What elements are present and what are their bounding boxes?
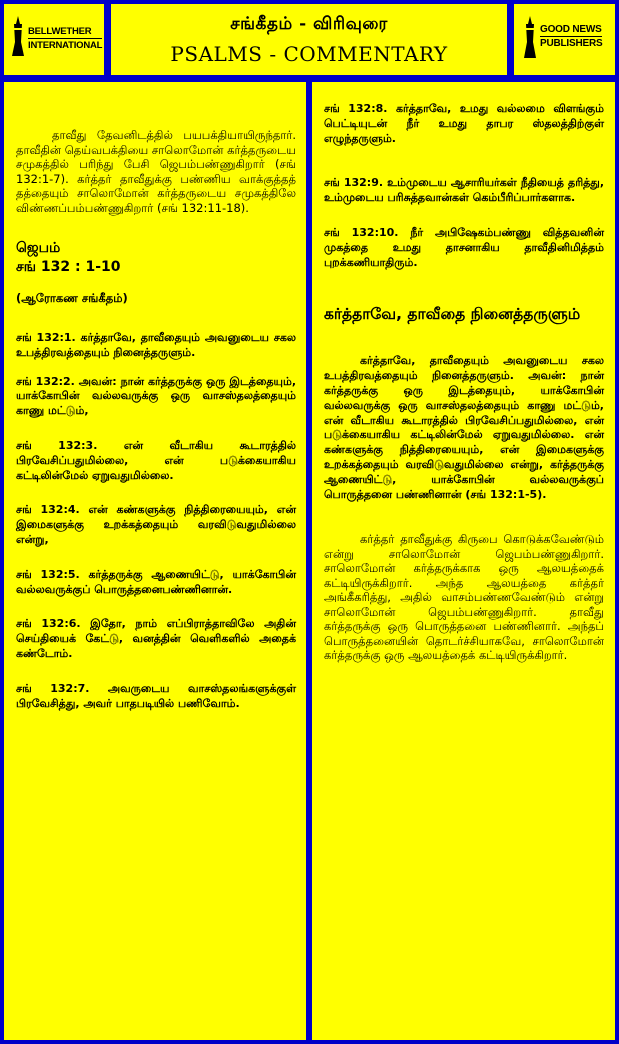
- verse-6: சங் 132:6. இதோ, நாம் எப்பிராத்தாவிலே அதின் செய்தியைக் கேட்டு, வனத்தின் வெளிகளில் அதைக் கண்டோம்.: [16, 617, 296, 660]
- publisher-logo-right: [514, 4, 615, 75]
- logo-line-2: INTERNATIONAL: [28, 40, 103, 51]
- logo-line-2: PUBLISHERS: [540, 38, 603, 49]
- verse-5: சங் 132:5. கர்த்தருக்கு ஆணையிட்டு, யாக்கோபின் வல்லவருக்குப் பொருத்தனைபண்ணினான்.: [16, 567, 296, 596]
- title-english: PSALMS - COMMENTARY: [170, 42, 448, 66]
- verse-7: சங் 132:7. அவருடைய வாசஸ்தலங்களுக்குள் பிரவேசித்து, அவர் பாதபடியில் பணிவோம்.: [16, 681, 296, 710]
- title-tamil: சங்கீதம் - விரிவுரை: [230, 14, 388, 34]
- right-column: [312, 82, 615, 1040]
- logo-line-1: GOOD NEWS: [540, 24, 602, 35]
- bellwether-logo-icon: [10, 14, 26, 58]
- page-header: [111, 4, 507, 75]
- verse-8: சங் 132:8. கர்த்தாவே, உமது வல்லமை விளங்கும் பெட்டியுடன் நீர் உமது தாபர ஸ்தலத்திற்குள் எழுந்தருளும்.: [324, 102, 604, 145]
- publisher-logo-left: [4, 4, 104, 75]
- body-paragraph: கர்த்தர் தாவீதுக்கு கிருபை கொடுக்கவேண்டும் என்று சாலொமோன் ஜெபம்பண்ணுகிறார். சாலொமோன் கர்த்தருக்காக ஒரு ஆலயத்தைக் கட்டியிருக்கிறார். அந்த ஆலயத்தை கர்த்தர் அங்கீகரித்து, அதில் வாசம்பண்ணவேண்டும் என்று சாலொமோன் ஜெபம்பண்ணுகிறார். தாவீது கர்த்தருக்கு ஒரு பொருத்தனை பண்ணினார். அந்தப் பொருத்தனையின் தொடர்ச்சியாகவே, சாலொமோன் கர்த்தருக்கு ஒரு ஆலயத்தைக் கட்டியிருக்கிறார்.: [324, 532, 604, 663]
- verse-4: சங் 132:4. என் கண்களுக்கு நித்திரையையும், என் இமைகளுக்கு உறக்கத்தையும் வரவிடுவதுமில்லை என்று,: [16, 503, 296, 546]
- left-column: [4, 82, 306, 1040]
- verse-10: சங் 132:10. நீர் அபிஷேகம்பண்ணு வித்தவனின் முகத்தை உமது தாசனாகிய தாவீதினிமித்தம் புறக்கணியாதிரும்.: [324, 225, 604, 269]
- verse-range-heading: சங் 132 : 1-10: [16, 259, 121, 275]
- intro-paragraph: தாவீது தேவனிடத்தில் பயபக்தியாயிருந்தார். தாவீதின் தெய்வபக்தியை சாலொமோன் கர்த்தருடைய சமுகத்தில் பரிந்து பேசி ஜெபம்பண்ணுகிறார் (சங் 132:1-7). கர்த்தர் தாவீதுக்கு பண்ணிய வாக்குத்தத் தத்தையும் சாலொமோன் கர்த்தருடைய சமுகத்திலே விண்ணப்பம்பண்ணுகிறார் (சங் 132:11-18).: [16, 128, 296, 215]
- section-heading-right: கர்த்தாவே, தாவீதை நினைத்தருளும்: [324, 305, 581, 324]
- verse-1: சங் 132:1. கர்த்தாவே, தாவீதையும் அவனுடைய சகல உபத்திரவத்தையும் நினைத்தருளும்.: [16, 331, 296, 359]
- logo-line-1: BELLWETHER: [28, 26, 92, 37]
- section-heading: ஜெபம்: [16, 240, 61, 256]
- verse-3: சங் 132:3. என் வீடாகிய கூடாரத்தில் பிரவேசிப்பதுமில்லை, என் படுக்கையாகிய கட்டிலின்மேல் ஏறுவதுமில்லை.: [16, 438, 296, 482]
- verse-2: சங் 132:2. அவன்: நான் கர்த்தருக்கு ஒரு இடத்தையும், யாக்கோபின் வல்லவருக்கு ஒரு வாசஸ்தலத்தையும் காணு மட்டும்,: [16, 374, 296, 418]
- good-news-logo-icon: [522, 14, 538, 60]
- verse-9: சங் 132:9. உம்முடைய ஆசாரியர்கள் நீதியைத் தரித்து, உம்முடைய பரிசுத்தவான்கள் கெம்பீரிப்பார்களாக.: [324, 176, 604, 205]
- subheading: (ஆரோகண சங்கீதம்): [16, 291, 128, 305]
- quote-paragraph: கர்த்தாவே, தாவீதையும் அவனுடைய சகல உபத்திரவத்தையும் நினைத்தருளும். அவன்: நான் கர்த்தருக்கு ஒரு இடத்தையும், யாக்கோபின் வல்லவருக்கு ஒரு வாசஸ்தலத்தையும் காணு மட்டும், என் வீடாகிய கூடாரத்தில் பிரவேசிப்பதுமில்லை, என் படுக்கையாகிய கட்டிலின்மேல் ஏறுவதுமில்லை. என் கண்களுக்கு நித்திரையையும், என் இமைகளுக்கு உறக்கத்தையும் வரவிடுவதுமில்லை என்று, கர்த்தருக்கு ஆணையிட்டு, யாக்கோபின் வல்லவருக்குப் பொருத்தனை பண்ணினான் (சங் 132:1-5).: [324, 354, 604, 501]
